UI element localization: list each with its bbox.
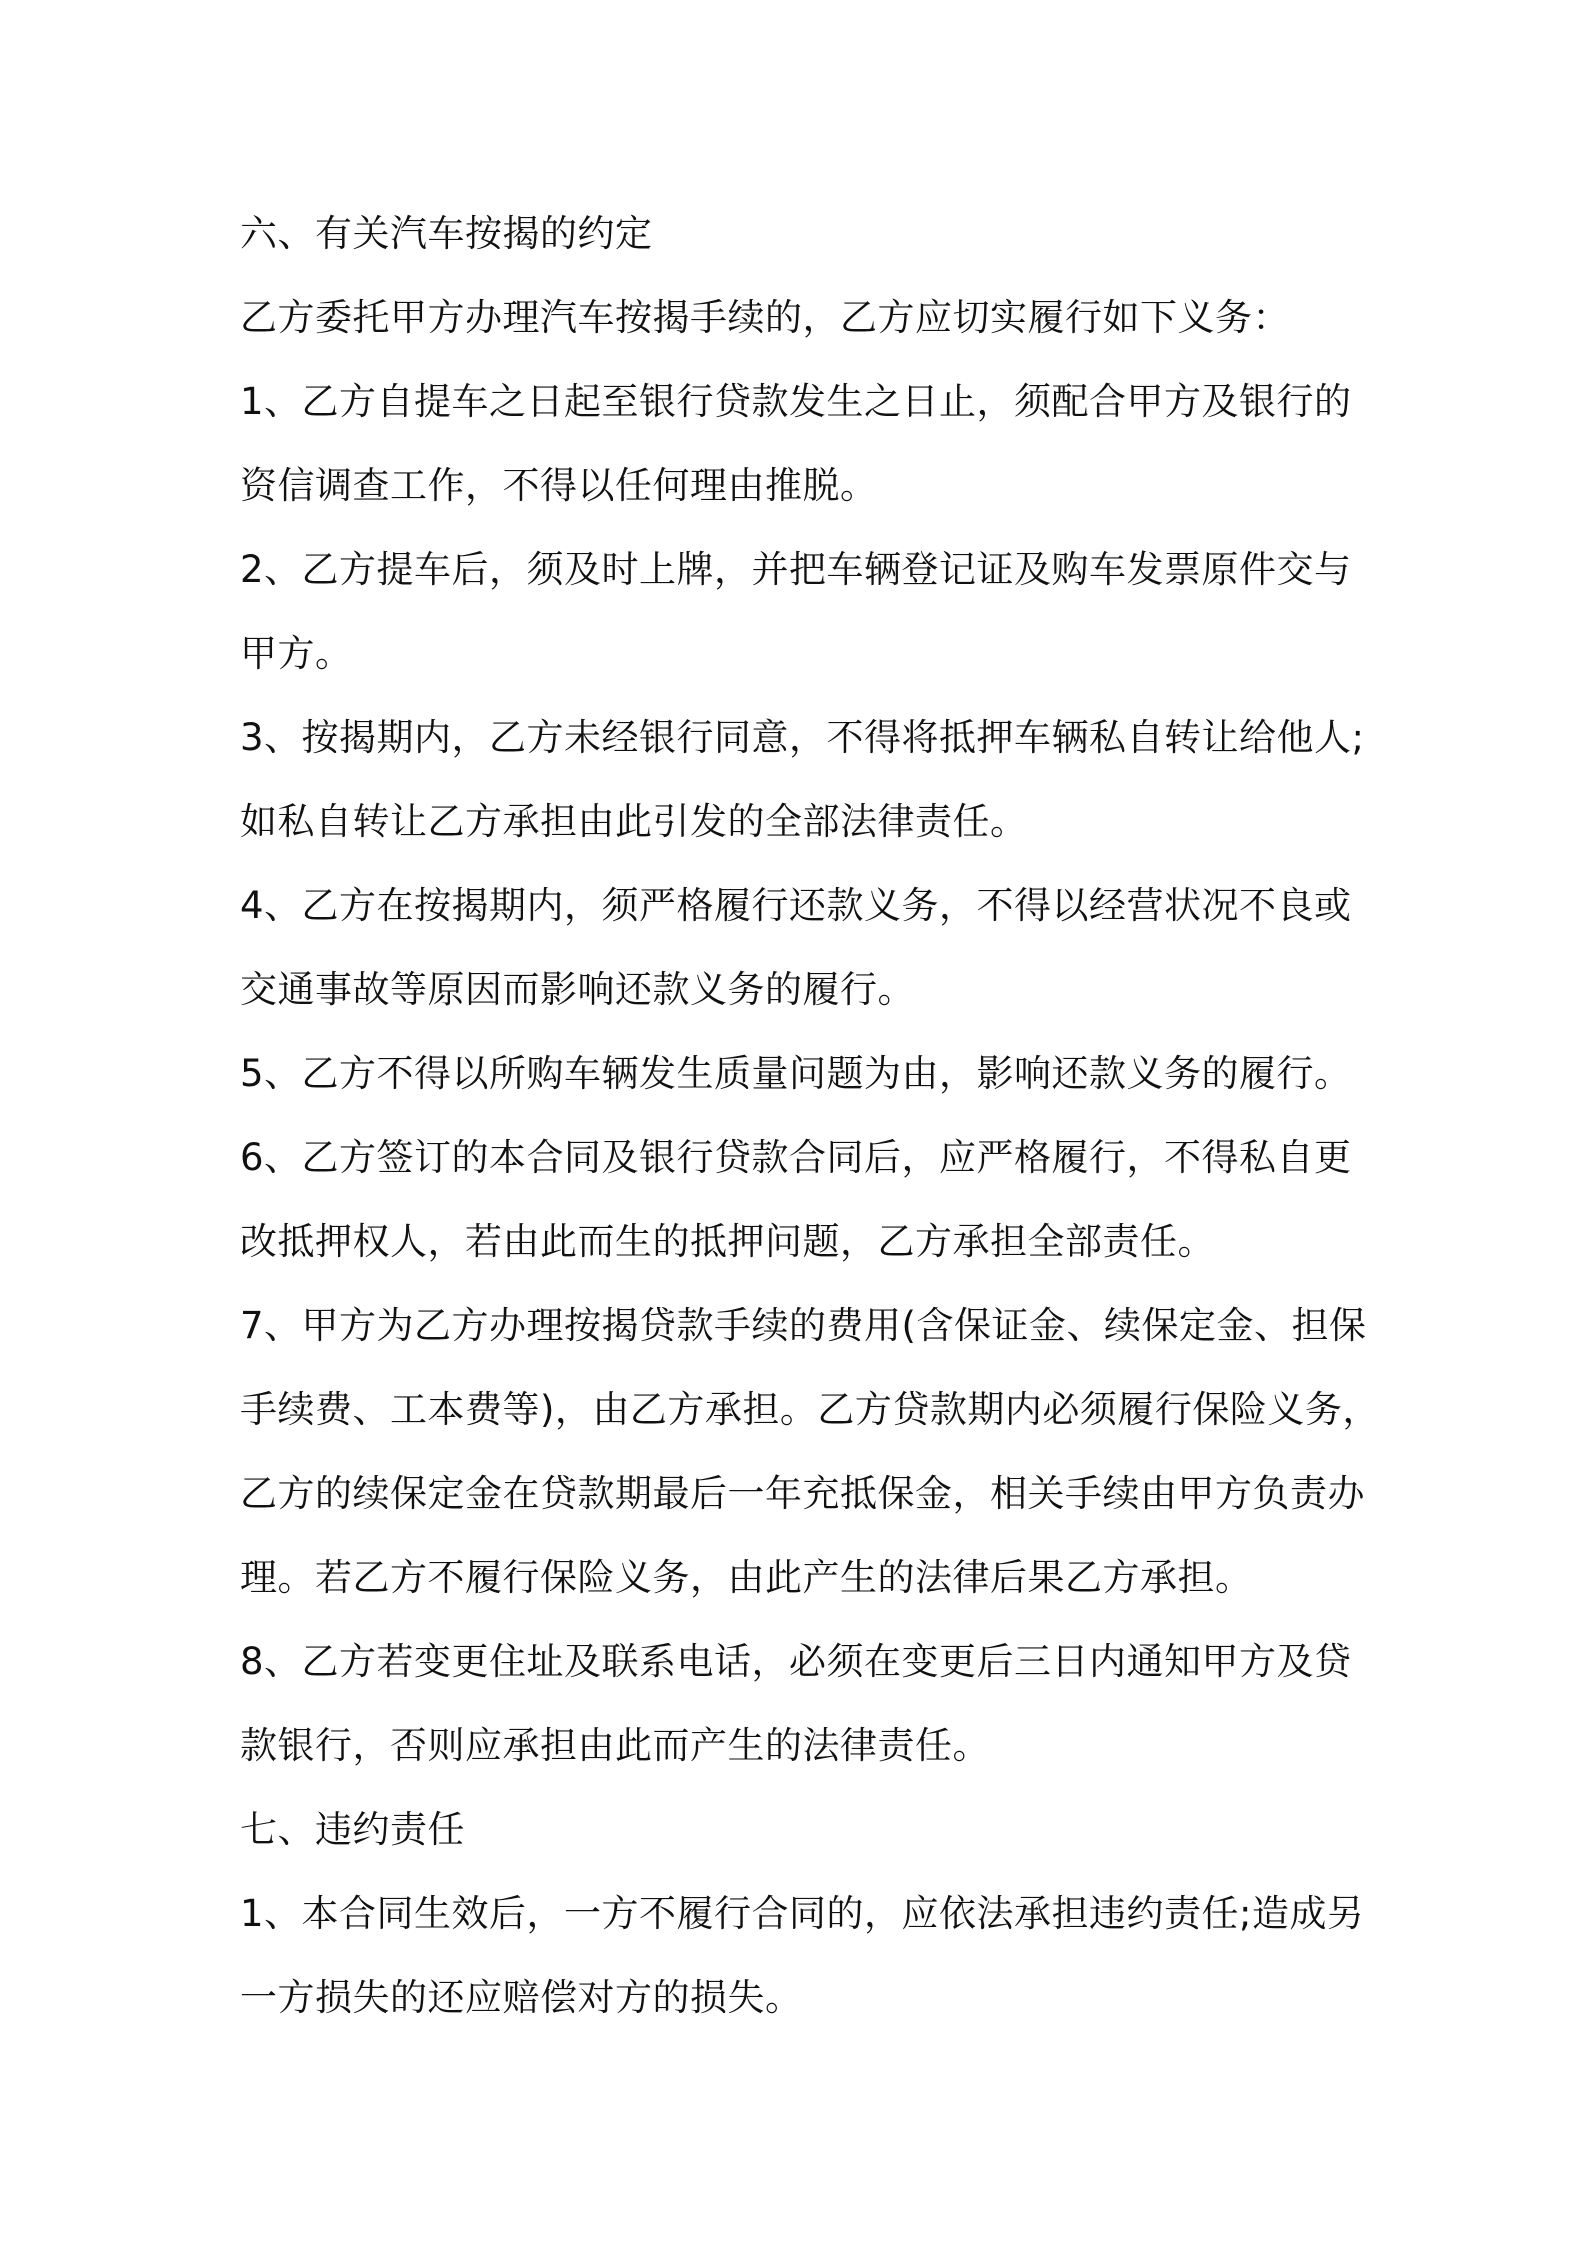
paragraph-line: 改抵押权人，若由此而生的抵押问题，乙方承担全部责任。	[240, 1220, 1215, 1263]
paragraph-line: 3、按揭期内，乙方未经银行同意，不得将抵押车辆私自转让给他人;	[240, 716, 1365, 759]
paragraph-line: 1、乙方自提车之日起至银行贷款发生之日止，须配合甲方及银行的	[240, 380, 1352, 423]
section-heading-six: 六、有关汽车按揭的约定	[240, 212, 653, 255]
paragraph-line: 如私自转让乙方承担由此引发的全部法律责任。	[240, 800, 1028, 843]
paragraph-line: 一方损失的还应赔偿对方的损失。	[240, 1976, 803, 2019]
paragraph-line: 2、乙方提车后，须及时上牌，并把车辆登记证及购车发票原件交与	[240, 548, 1352, 591]
paragraph-line: 7、甲方为乙方办理按揭贷款手续的费用(含保证金、续保定金、担保	[240, 1304, 1367, 1347]
paragraph-line: 4、乙方在按揭期内，须严格履行还款义务，不得以经营状况不良或	[240, 884, 1352, 927]
paragraph-line: 资信调查工作，不得以任何理由推脱。	[240, 464, 878, 507]
paragraph-line: 8、乙方若变更住址及联系电话，必须在变更后三日内通知甲方及贷	[240, 1640, 1352, 1683]
paragraph-line: 5、乙方不得以所购车辆发生质量问题为由，影响还款义务的履行。	[240, 1052, 1352, 1095]
paragraph-line: 交通事故等原因而影响还款义务的履行。	[240, 968, 915, 1011]
paragraph-line: 乙方的续保定金在贷款期最后一年充抵保金，相关手续由甲方负责办	[240, 1472, 1365, 1515]
section-heading-seven: 七、违约责任	[240, 1808, 465, 1851]
paragraph-line: 款银行，否则应承担由此而产生的法律责任。	[240, 1724, 990, 1767]
paragraph-line: 手续费、工本费等)，由乙方承担。乙方贷款期内必须履行保险义务，	[240, 1388, 1380, 1431]
paragraph-line: 乙方委托甲方办理汽车按揭手续的，乙方应切实履行如下义务：	[240, 296, 1290, 339]
paragraph-line: 甲方。	[240, 632, 353, 675]
paragraph-line: 理。若乙方不履行保险义务，由此产生的法律后果乙方承担。	[240, 1556, 1253, 1599]
document-body	[240, 192, 1380, 2040]
paragraph-line: 1、本合同生效后，一方不履行合同的，应依法承担违约责任;造成另	[240, 1892, 1365, 1935]
paragraph-line: 6、乙方签订的本合同及银行贷款合同后，应严格履行，不得私自更	[240, 1136, 1352, 1179]
